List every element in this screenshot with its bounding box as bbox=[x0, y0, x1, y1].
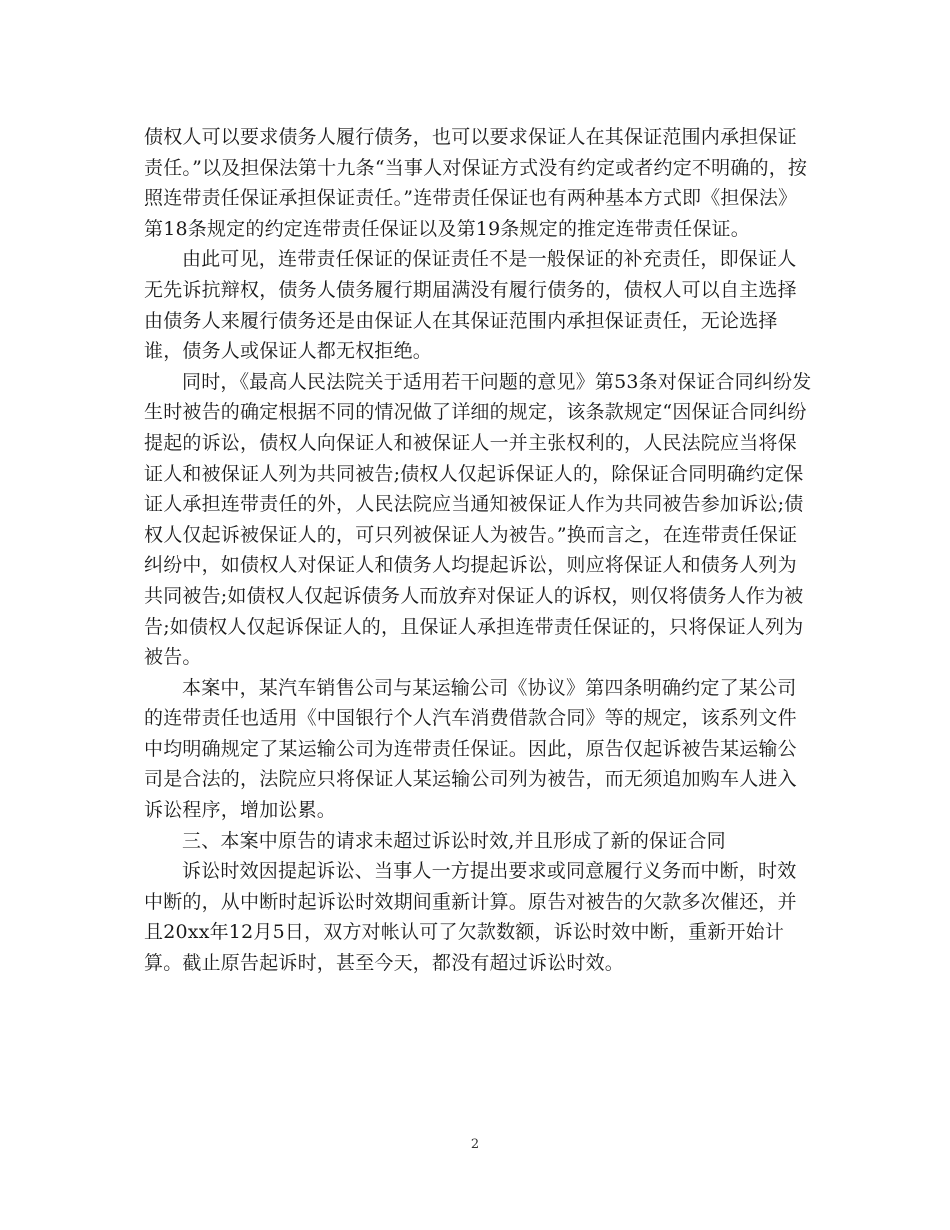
paragraph-1: 债权人可以要求债务人履行债务，也可以要求保证人在其保证范围内承担保证责任。”以及担保法第十九条“当事人对保证方式没有约定或者约定不明确的，按照连带责任保证承担保证责任。”连带责任保证也有两种基本方式即《担保法》第18条规定的约定连带责任保证以及第19条规定的推定连带责任保证。 bbox=[144, 126, 808, 240]
section-heading-3: 三、本案中原告的请求未超过诉讼时效,并且形成了新的保证合同 bbox=[182, 829, 726, 852]
paragraph-2: 由此可见，连带责任保证的保证责任不是一般保证的补充责任，即保证人无先诉抗辩权，债务人债务履行期届满没有履行债务的，债权人可以自主选择由债务人来履行债务还是由保证人在其保证范围内承担保证责任，无论选择谁，债务人或保证人都无权拒绝。 bbox=[144, 248, 797, 363]
paragraph-4: 本案中，某汽车销售公司与某运输公司《协议》第四条明确约定了某公司的连带责任也适用《中国银行个人汽车消费借款合同》等的规定，该系列文件中均明确规定了某运输公司为连带责任保证。因此，原告仅起诉被告某运输公司是合法的，法院应只将保证人某运输公司列为被告，而无须追加购车人进入诉讼程序，增加讼累。 bbox=[144, 676, 797, 822]
document-body bbox=[144, 122, 812, 979]
paragraph-3: 同时，《最高人民法院关于适用若干问题的意见》第53条对保证合同纠纷发生时被告的确定根据不同的情况做了详细的规定，该条款规定“因保证合同纠纷提起的诉讼，债权人向保证人和被保证人一并主张权利的，人民法院应当将保证人和被保证人列为共同被告;债权人仅起诉保证人的，除保证合同明确约定保证人承担连带责任的外，人民法院应当通知被保证人作为共同被告参加诉讼;债权人仅起诉被保证人的，可只列被保证人为被告。”换而言之，在连带责任保证纠纷中，如债权人对保证人和债务人均提起诉讼，则应将保证人和债务人列为共同被告;如债权人仅起诉债务人而放弃对保证人的诉权，则仅将债务人作为被告;如债权人仅起诉保证人的，且保证人承担连带责任保证的，只将保证人列为被告。 bbox=[144, 370, 812, 669]
paragraph-5: 诉讼时效因提起诉讼、当事人一方提出要求或同意履行义务而中断，时效中断的，从中断时起诉讼时效期间重新计算。原告对被告的欠款多次催还，并且20xx年12月5日，双方对帐认可了欠款数额，诉讼时效中断，重新开始计算。截止原告起诉时，甚至今天，都没有超过诉讼时效。 bbox=[144, 860, 797, 975]
page-number: 2 bbox=[470, 1137, 480, 1152]
